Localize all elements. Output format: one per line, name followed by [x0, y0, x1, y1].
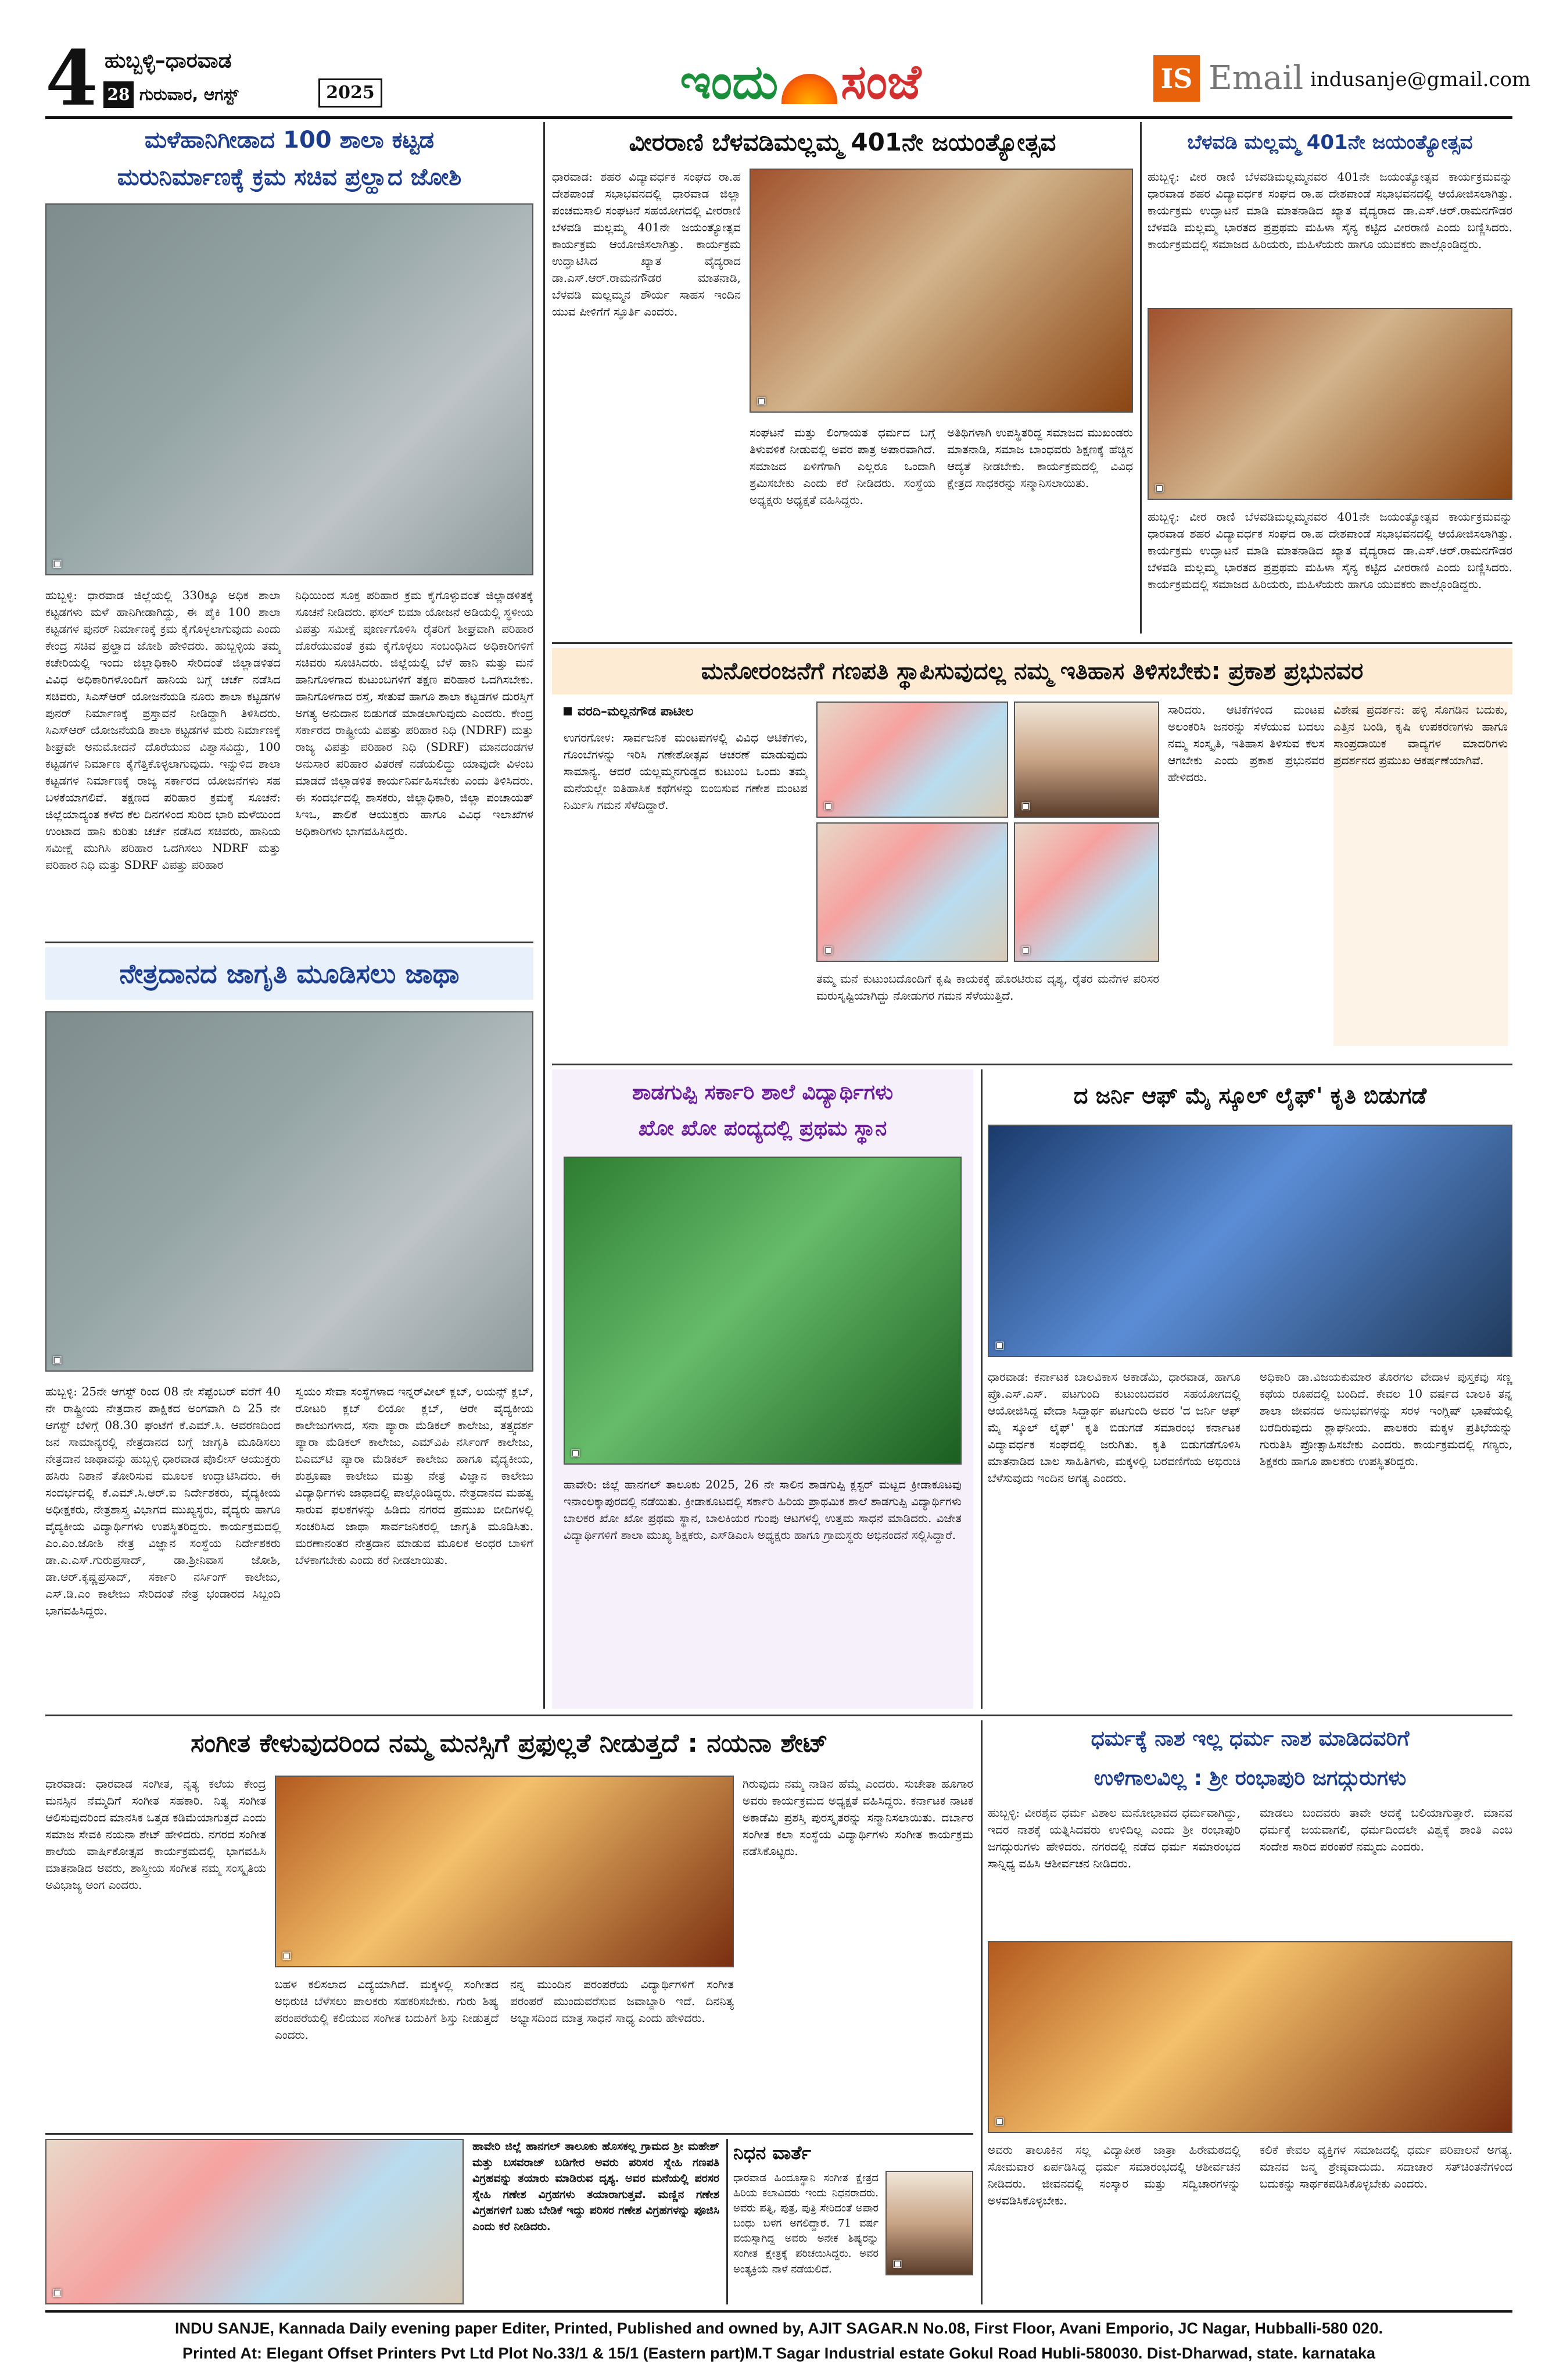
- photo-icon: ▣: [52, 1354, 63, 1366]
- belavadi-group-photo: [1148, 308, 1512, 500]
- obituary-portrait-photo: [885, 2171, 973, 2275]
- ganesha-body-col3: ಸಾರಿದರು. ಆಟಿಕೆಗಳಿಂದ ಮಂಟಪ ಅಲಂಕರಿಸಿ ಜನರನ್ನು ಸೆಳೆಯುವ ಬದಲು ನಮ್ಮ ಸಂಸ್ಕೃತಿ, ಇತಿಹಾಸ ತಿಳಿಸುವ ಕೆಲಸ ಆಗಬೇಕು ಎಂದು ಪ್ರಕಾಶ ಪ್ರಭುನವರ ಹೇಳಿದರು.: [1168, 703, 1325, 784]
- ganesha-body-col1: ಉಗರಗೋಳ: ಸಾರ್ವಜನಿಕ ಮಂಟಪಗಳಲ್ಲಿ ವಿವಿಧ ಆಟಿಕೆಗಳು, ಗೊಂಬೆಗಳನ್ನು ಇರಿಸಿ ಗಣೇಶೋತ್ಸವ ಆಚರಣೆ ಮಾಡುವುದು ಸಾಮಾನ್ಯ. ಆದರೆ ಯಲ್ಲಮ್ಮನಗುಡ್ಡದ ಕುಟುಂಬ ಒಂದು ತಮ್ಮ ಮನೆಯಲ್ಲೇ ಐತಿಹಾಸಿಕ ಕಥೆಗಳನ್ನು ಬಿಂಬಿಸುವ ಗಣೇಶ ಮಂಟಪ ನಿರ್ಮಿಸಿ ಗಮನ ಸೆಳೆದಿದ್ದಾರೆ.: [564, 731, 808, 812]
- photo-icon: ▣: [892, 2257, 903, 2270]
- khokho-team-photo: [564, 1157, 962, 1465]
- schools-meeting-photo: [45, 203, 533, 575]
- belavadi-body: ಹುಬ್ಬಳ್ಳಿ: ವೀರ ರಾಣಿ ಬೆಳವಡಿಮಲ್ಲಮ್ಮನವರ 401ನೇ ಜಯಂತ್ಯೋತ್ಸವ ಕಾರ್ಯಕ್ರಮವನ್ನು ಧಾರವಾಡ ಶಹರ ವಿದ್ಯಾವರ್ಧಕ ಸಂಘದ ರಾ.ಹ ದೇಶಪಾಂಡೆ ಸಭಾಭವನದಲ್ಲಿ ಆಯೋಜಿಸಲಾಗಿತ್ತು. ಕಾರ್ಯಕ್ರಮ ಉದ್ಘಾಟನೆ ಮಾಡಿ ಮಾತನಾಡಿದ ಖ್ಯಾತ ವೈದ್ಯರಾದ ಡಾ.ಎಸ್.ಆರ್.ರಾಮನಗೌಡರ ಬೆಳವಡಿ ಮಲ್ಲಮ್ಮ ಭಾರತದ ಪ್ರಪ್ರಥಮ ಮಹಿಳಾ ಸೈನ್ಯ ಕಟ್ಟಿದ ವೀರರಾಣಿ ಎಂದು ಬಣ್ಣಿಸಿದರು. ಕಾರ್ಯಕ್ರಮದಲ್ಲಿ ಸಮಾಜದ ಹಿರಿಯರು, ಮಹಿಳೆಯರು ಹಾಗೂ ಯುವಕರು ಪಾಲ್ಗೊಂಡಿದ್ದರು.: [1148, 170, 1512, 251]
- photo-icon: ▣: [757, 395, 767, 407]
- veerarani-body-col1: ಧಾರವಾಡ: ಶಹರ ವಿದ್ಯಾವರ್ಧಕ ಸಂಘದ ರಾ.ಹ ದೇಶಪಾಂಡೆ ಸಭಾಭವನದಲ್ಲಿ ಧಾರವಾಡ ಜಿಲ್ಲಾ ಪಂಚಮಸಾಲಿ ಸಂಘಟನೆ ಸಹಯೋಗದಲ್ಲಿ ವೀರರಾಣಿ ಬೆಳವಡಿ ಮಲ್ಲಮ್ಮ 401ನೇ ಜಯಂತ್ಯೋತ್ಸವ ಕಾರ್ಯಕ್ರಮ ಆಯೋಜಿಸಲಾಗಿತ್ತು. ಕಾರ್ಯಕ್ರಮ ಉದ್ಘಾಟಿಸಿದ ಖ್ಯಾತ ವೈದ್ಯರಾದ ಡಾ.ಎಸ್.ಆರ್.ರಾಮನಗೌಡರ ಮಾತನಾಡಿ, ಬೆಳವಡಿ ಮಲ್ಲಮ್ಮನ ಶೌರ್ಯ ಸಾಹಸ ಇಂದಿನ ಯುವ ಪೀಳಿಗೆಗೆ ಸ್ಫೂರ್ತಿ ಎಂದರು.: [552, 170, 741, 318]
- byline-text: ವರದಿ–ಮಲ್ಲನಗೌಡ ಪಾಟೀಲ: [578, 704, 694, 719]
- khokho-headline-1: ಶಾಡಗುಪ್ಪಿ ಸರ್ಕಾರಿ ಶಾಲೆ ವಿದ್ಯಾರ್ಥಿಗಳು: [632, 1080, 894, 1104]
- photo-icon: ▣: [52, 557, 63, 570]
- journey-book-body-col2: ಅಧಿಕಾರಿ ಡಾ.ವಿಜಯಕುಮಾರ ತೊರಗಲ ವೇದಾಳ ಪುಸ್ತಕವು ಸಣ್ಣ ಕಥೆಯ ರೂಪದಲ್ಲಿ ಬಂದಿದೆ. ಕೇವಲ 10 ವರ್ಷದ ಬಾಲಕಿ ತನ್ನ ಶಾಲಾ ಜೀವನದ ಅನುಭವಗಳನ್ನು ಸರಳ ಇಂಗ್ಲಿಷ್ ಭಾಷೆಯಲ್ಲಿ ಬರೆದಿರುವುದು ಶ್ಲಾಘನೀಯ. ಪಾಲಕರು ಮಕ್ಕಳ ಪ್ರತಿಭೆಯನ್ನು ಗುರುತಿಸಿ ಪ್ರೋತ್ಸಾಹಿಸಬೇಕು ಎಂದರು. ಕಾರ್ಯಕ್ರಮದಲ್ಲಿ ಗಣ್ಯರು, ಶಿಕ್ಷಕರು ಹಾಗೂ ಪಾಲಕರು ಉಪಸ್ಥಿತರಿದ್ದರು.: [1260, 1370, 1512, 1468]
- belavadi-article: [1148, 122, 1512, 634]
- dharma-body-col3: ಅವರು ತಾಲೂಕಿನ ಸಲ್ಲ ವಿದ್ಯಾಪೀಠ ಜಾತ್ರಾ ಹಿರೇಮಠದಲ್ಲಿ ಸೋಮವಾರ ಏರ್ಪಡಿಸಿದ್ದ ಧರ್ಮ ಸಮಾರಂಭದಲ್ಲಿ ಆಶೀರ್ವಚನ ನೀಡಿದರು. ಜೀವನದಲ್ಲಿ ಸಂಸ್ಕಾರ ಮತ್ತು ಸದ್ವಿಚಾರಗಳನ್ನು ಅಳವಡಿಸಿಕೊಳ್ಳಬೇಕು.: [988, 2143, 1241, 2207]
- eye-donation-rally-photo: [45, 1011, 533, 1372]
- column-divider: [726, 2139, 728, 2304]
- dharma-article: [988, 1720, 1512, 2304]
- edition-name: ಹುಬ್ಬಳ್ಳಿ–ಧಾರವಾಡ: [105, 49, 232, 73]
- footer-divider: [45, 2310, 1512, 2313]
- masthead-divider: [45, 116, 1512, 119]
- veerarani-headline: ವೀರರಾಣಿ ಬೆಳವಡಿಮಲ್ಲಮ್ಮ 401ನೇ ಜಯಂತ್ಯೋತ್ಸವ: [629, 128, 1056, 156]
- photo-icon: ▣: [995, 1339, 1005, 1351]
- schools-body-col2: ನಿಧಿಯಿಂದ ಸೂಕ್ತ ಪರಿಹಾರ ಕ್ರಮ ಕೈಗೊಳ್ಳುವಂತೆ ಜಿಲ್ಲಾಡಳಿತಕ್ಕೆ ಸೂಚನೆ ನೀಡಿದರು. ಫಸಲ್ ಬಿಮಾ ಯೋಜನೆ ಅಡಿಯಲ್ಲಿ ಸ್ಥಳೀಯ ವಿಪತ್ತು ಸಮೀಕ್ಷೆ ಪೂರ್ಣಗೊಳಿಸಿ ರೈತರಿಗೆ ಶೀಘ್ರವಾಗಿ ಪರಿಹಾರ ದೊರೆಯುವಂತೆ ಕ್ರಮ ಕೈಗೊಳ್ಳಲು ಸಂಬಂಧಿಸಿದ ಅಧಿಕಾರಿಗಳಿಗೆ ಸಚಿವರು ಸೂಚಿಸಿದರು. ಜಿಲ್ಲೆಯಲ್ಲಿ ಬೆಳೆ ಹಾನಿ ಮತ್ತು ಮನೆ ಹಾನಿಗೊಳಗಾದ ಕುಟುಂಬಗಳಿಗೆ ತಕ್ಷಣ ಪರಿಹಾರ ಒದಗಿಸಬೇಕು. ಹಾನಿಗೊಳಗಾದ ರಸ್ತೆ, ಸೇತುವೆ ಹಾಗೂ ಶಾಲಾ ಕಟ್ಟಡಗಳ ದುರಸ್ತಿಗೆ ಅಗತ್ಯ ಅನುದಾನ ಬಿಡುಗಡೆ ಮಾಡಲಾಗುವುದು ಎಂದರು. ಕೇಂದ್ರ ಸರ್ಕಾರದ ರಾಷ್ಟ್ರೀಯ ವಿಪತ್ತು ಪರಿಹಾರ ನಿಧಿ (NDRF) ಮತ್ತು ರಾಜ್ಯ ವಿಪತ್ತು ಪರಿಹಾರ ನಿಧಿ (SDRF) ಮಾನದಂಡಗಳ ಅನುಸಾರ ಪರಿಹಾರ ವಿತರಣೆ ನಡೆಯಲಿದ್ದು ಯಾವುದೇ ವಿಳಂಬ ಮಾಡದೆ ಜಿಲ್ಲಾಡಳಿತ ಕಾರ್ಯನಿರ್ವಹಿಸಬೇಕು ಎಂದು ತಿಳಿಸಿದರು. ಈ ಸಂದರ್ಭದಲ್ಲಿ ಶಾಸಕರು, ಜಿಲ್ಲಾಧಿಕಾರಿ, ಜಿಲ್ಲಾ ಪಂಚಾಯತ್ ಸಿಇಒ, ಪಾಲಿಕೆ ಆಯುಕ್ತರು ಹಾಗೂ ವಿವಿಧ ಇಲಾಖೆಗಳ ಅಧಿಕಾರಿಗಳು ಭಾಗವಹಿಸಿದ್ದರು.: [295, 588, 533, 838]
- year-box: 2025: [318, 78, 382, 108]
- ganesha-family-photo: [1014, 702, 1159, 818]
- khokho-article: [552, 1069, 973, 1709]
- sunset-logo-icon: [781, 74, 837, 104]
- dharma-headline-2: ಉಳಿಗಾಲವಿಲ್ಲ : ಶ್ರೀ ರಂಭಾಪುರಿ ಜಗದ್ಗುರುಗಳು: [1093, 1766, 1407, 1790]
- photo-icon: ▣: [1155, 482, 1165, 494]
- dharma-ceremony-photo: [988, 1941, 1512, 2133]
- music-body-col4: ಗಿರುವುದು ನಮ್ಮ ನಾಡಿನ ಹೆಮ್ಮೆ ಎಂದರು. ಸುಚೇತಾ ಹೂಗಾರ ಅವರು ಕಾರ್ಯಕ್ರಮದ ಅಧ್ಯಕ್ಷತೆ ವಹಿಸಿದ್ದರು. ಕರ್ನಾಟಕ ನಾಟಕ ಅಕಾಡೆಮಿ ಪ್ರಶಸ್ತಿ ಪುರಸ್ಕೃತರನ್ನು ಸನ್ಮಾನಿಸಲಾಯಿತು. ದರ್ಬಾರ ಸಂಗೀತ ಕಲಾ ಸಂಸ್ಥೆಯ ವಿದ್ಯಾರ್ಥಿಗಳು ಸಂಗೀತ ಕಾರ್ಯಕ್ರಮ ನಡೆಸಿಕೊಟ್ಟರು.: [743, 1777, 973, 1858]
- khokho-headline-2: ಖೋ ಖೋ ಪಂದ್ಯದಲ್ಲಿ ಪ್ರಥಮ ಸ್ಥಾನ: [638, 1116, 887, 1140]
- veerarani-body-col3: ಅತಿಥಿಗಳಾಗಿ ಉಪಸ್ಥಿತರಿದ್ದ ಸಮಾಜದ ಮುಖಂಡರು ಮಾತನಾಡಿ, ಸಮಾಜ ಬಾಂಧವರು ಶಿಕ್ಷಣಕ್ಕೆ ಹೆಚ್ಚಿನ ಆದ್ಯತೆ ನೀಡಬೇಕು. ಕಾರ್ಯಕ್ರಮದಲ್ಲಿ ವಿವಿಧ ಕ್ಷೇತ್ರದ ಸಾಧಕರನ್ನು ಸನ್ಮಾನಿಸಲಾಯಿತು.: [947, 425, 1133, 490]
- ganesha-mantap-photo: [816, 702, 1008, 818]
- veerarani-article: [552, 122, 1133, 634]
- divider: [45, 2133, 973, 2135]
- column-divider: [981, 1069, 983, 1709]
- ganesha-byline: [564, 702, 831, 722]
- belavadi-body-more: ಹುಬ್ಬಳ್ಳಿ: ವೀರ ರಾಣಿ ಬೆಳವಡಿಮಲ್ಲಮ್ಮನವರ 401ನೇ ಜಯಂತ್ಯೋತ್ಸವ ಕಾರ್ಯಕ್ರಮವನ್ನು ಧಾರವಾಡ ಶಹರ ವಿದ್ಯಾವರ್ಧಕ ಸಂಘದ ರಾ.ಹ ದೇಶಪಾಂಡೆ ಸಭಾಭವನದಲ್ಲಿ ಆಯೋಜಿಸಲಾಗಿತ್ತು. ಕಾರ್ಯಕ್ರಮ ಉದ್ಘಾಟನೆ ಮಾಡಿ ಮಾತನಾಡಿದ ಖ್ಯಾತ ವೈದ್ಯರಾದ ಡಾ.ಎಸ್.ಆರ್.ರಾಮನಗೌಡರ ಬೆಳವಡಿ ಮಲ್ಲಮ್ಮ ಭಾರತದ ಪ್ರಪ್ರಥಮ ಮಹಿಳಾ ಸೈನ್ಯ ಕಟ್ಟಿದ ವೀರರಾಣಿ ಎಂದು ಬಣ್ಣಿಸಿದರು. ಕಾರ್ಯಕ್ರಮದಲ್ಲಿ ಸಮಾಜದ ಹಿರಿಯರು, ಮಹಿಳೆಯರು ಹಾಗೂ ಯುವಕರು ಪಾಲ್ಗೊಂಡಿದ್ದರು.: [1148, 510, 1512, 591]
- schools-article: [45, 122, 533, 936]
- music-body-col1: ಧಾರವಾಡ: ಧಾರವಾಡ ಸಂಗೀತ, ನೃತ್ಯ ಕಲೆಯ ಕೇಂದ್ರ ಮನಸ್ಸಿನ ನೆಮ್ಮದಿಗೆ ಸಂಗೀತ ಸಹಕಾರಿ. ನಿತ್ಯ ಸಂಗೀತ ಆಲಿಸುವುದರಿಂದ ಮಾನಸಿಕ ಒತ್ತಡ ಕಡಿಮೆಯಾಗುತ್ತದೆ ಎಂದು ಸಮಾಜ ಸೇವಕಿ ನಯನಾ ಶೇಟ್ ಹೇಳಿದರು. ನಗರದ ಸಂಗೀತ ಶಾಲೆಯ ವಾರ್ಷಿಕೋತ್ಸವ ಕಾರ್ಯಕ್ರಮದಲ್ಲಿ ಭಾಗವಹಿಸಿ ಮಾತನಾಡಿದ ಅವರು, ಶಾಸ್ತ್ರೀಯ ಸಂಗೀತ ನಮ್ಮ ಸಂಸ್ಕೃತಿಯ ಅವಿಭಾಜ್ಯ ಅಂಗ ಎಂದರು.: [45, 1777, 266, 1892]
- eye-donation-headline: ನೇತ್ರದಾನದ ಜಾಗೃತಿ ಮೂಡಿಸಲು ಜಾಥಾ: [45, 947, 533, 1000]
- divider: [552, 642, 1512, 644]
- ganesha-idol-photo: [1014, 822, 1159, 962]
- dharma-headline-1: ಧರ್ಮಕ್ಕೆ ನಾಶ ಇಲ್ಲ ಧರ್ಮ ನಾಶ ಮಾಡಿದವರಿಗೆ: [1091, 1727, 1410, 1751]
- music-body-col2: ಬಹಳ ಕಲಿಸಲಾದ ವಿದ್ಯೆಯಾಗಿದೆ. ಮಕ್ಕಳಲ್ಲಿ ಸಂಗೀತದ ಅಭಿರುಚಿ ಬೆಳೆಸಲು ಪಾಲಕರು ಸಹಕರಿಸಬೇಕು. ಗುರು ಶಿಷ್ಯ ಪರಂಪರೆಯಲ್ಲಿ ಕಲಿಯುವ ಸಂಗೀತ ಬದುಕಿಗೆ ಶಿಸ್ತು ನೀಡುತ್ತದೆ ಎಂದರು.: [275, 1977, 499, 2042]
- eye-donation-body-col2: ಸ್ವಯಂ ಸೇವಾ ಸಂಸ್ಥೆಗಳಾದ ಇನ್ನರ್‌ವೀಲ್ ಕ್ಲಬ್, ಲಯನ್ಸ್ ಕ್ಲಬ್, ರೋಟರಿ ಕ್ಲಬ್ ಲಿಯೋ ಕ್ಲಬ್, ಆರೇ ವೈದ್ಯಕೀಯ ಕಾಲೇಜುಗಳಾದ, ಸನಾ ಪ್ಯಾರಾ ಮೆಡಿಕಲ್ ಕಾಲೇಜು, ತತ್ತ್ವದರ್ಶ ಪ್ಯಾರಾ ಮೆಡಿಕಲ್ ಕಾಲೇಜು, ಎಮ್‌ವಿಪಿ ನರ್ಸಿಂಗ್ ಕಾಲೇಜು, ಬಿಎಮ್‌ಟಿ ಪ್ಯಾರಾ ಮೆಡಿಕಲ್ ಕಾಲೇಜು ಹಾಗೂ ವೈದ್ಯಕೀಯ, ಶುಶ್ರೂಷಾ ಕಾಲೇಜು ಮತ್ತು ನೇತ್ರ ವಿಜ್ಞಾನ ಕಾಲೇಜು ವಿದ್ಯಾರ್ಥಿಗಳು ಜಾಥಾದಲ್ಲಿ ಪಾಲ್ಗೊಂಡಿದ್ದರು. ನೇತ್ರದಾನದ ಮಹತ್ವ ಸಾರುವ ಫಲಕಗಳನ್ನು ಹಿಡಿದು ನಗರದ ಪ್ರಮುಖ ಬೀದಿಗಳಲ್ಲಿ ಸಂಚರಿಸಿದ ಜಾಥಾ ಸಾರ್ವಜನಿಕರಲ್ಲಿ ಜಾಗೃತಿ ಮೂಡಿಸಿತು. ಮರಣಾನಂತರ ನೇತ್ರದಾನ ಮಾಡುವ ಮೂಲಕ ಅಂಧರ ಬಾಳಿಗೆ ಬೆಳಕಾಗಬೇಕು ಎಂದು ಕರೆ ನೀಡಲಾಯಿತು.: [295, 1384, 533, 1567]
- divider: [45, 942, 533, 943]
- is-emblem-icon: IS: [1153, 55, 1200, 102]
- photo-icon: ▣: [1021, 944, 1031, 956]
- obituary-headline: ನಿಧನ ವಾರ್ತೆ: [733, 2142, 812, 2164]
- music-headline: ಸಂಗೀತ ಕೇಳುವುದರಿಂದ ನಮ್ಮ ಮನಸ್ಸಿಗೆ ಪ್ರಫುಲ್ಲತೆ ನೀಡುತ್ತದೆ : ನಯನಾ ಶೇಟ್: [191, 1728, 828, 1758]
- veerarani-group-photo: [750, 169, 1133, 413]
- photo-icon: ▣: [823, 800, 834, 812]
- ganesha-body-col4: ವಿಶೇಷ ಪ್ರದರ್ಶನ: ಹಳ್ಳಿ ಸೊಗಡಿನ ಬದುಕು, ಎತ್ತಿನ ಬಂಡಿ, ಕೃಷಿ ಉಪಕರಣಗಳು ಹಾಗೂ ಸಾಂಪ್ರದಾಯಿಕ ವಾದ್ಯಗಳ ಮಾದರಿಗಳು ಪ್ರದರ್ಶನದ ಪ್ರಮುಖ ಆಕರ್ಷಣೆಯಾಗಿವೆ.: [1333, 702, 1508, 1046]
- column-divider: [981, 1720, 983, 2304]
- divider: [45, 1715, 1512, 1716]
- obituary-article: [733, 2139, 973, 2304]
- eco-ganesha-idols-photo: [45, 2139, 464, 2304]
- ganesha-decoration-photo: [816, 822, 1008, 962]
- footer-imprint-line-1: INDU SANJE, Kannada Daily evening paper Editer, Printed, Published and owned by, AJIT SAGAR.N No.08, First Floor, Avani Emporio, JC Nagar, Hubballi-580 020.: [175, 2320, 1383, 2337]
- divider: [552, 1064, 1512, 1065]
- newspaper-logo: [650, 48, 952, 117]
- schools-headline-2: ಮರುನಿರ್ಮಾಣಕ್ಕೆ ಕ್ರಮ ಸಚಿವ ಪ್ರಲ್ಹಾದ ಜೋಶಿ: [117, 164, 462, 191]
- eco-ganesha-caption: ಹಾವೇರಿ ಜಿಲ್ಲೆ ಹಾನಗಲ್ ತಾಲೂಕು ಹೊಸಕಲ್ಲ ಗ್ರಾಮದ ಶ್ರೀ ಮಹೇಶ್ ಮತ್ತು ಬಸವರಾಜ್ ಬಡಿಗೇರ ಅವರು ಪರಿಸರ ಸ್ನೇಹಿ ಗಣಪತಿ ವಿಗ್ರಹವನ್ನು ತಯಾರು ಮಾಡಿರುವ ದೃಶ್ಯ. ಅವರ ಮನೆಯಲ್ಲಿ ಪರಸರ ಸ್ನೇಹಿ ಗಣೇಶ ವಿಗ್ರಹಗಳು ತಯಾರಾಗುತ್ತವೆ. ಮಣ್ಣಿನ ಗಣೇಶ ವಿಗ್ರಹಗಳಿಗೆ ಬಹು ಬೇಡಿಕೆ ಇದ್ದು ಪರಿಸರ ಗಣೇಶ ವಿಗ್ರಹಗಳನ್ನು ಪೂಜಿಸಿ ಎಂದು ಕರೆ ನೀಡಿದರು.: [472, 2140, 719, 2233]
- book-release-photo: [988, 1125, 1512, 1357]
- ganesha-body-col2: ತಮ್ಮ ಮನೆ ಕುಟುಂಬದೊಂದಿಗೆ ಕೃಷಿ ಕಾಯಕಕ್ಕೆ ಹೊರಟಿರುವ ದೃಶ್ಯ, ರೈತರ ಮನೆಗಳ ಪರಿಸರ ಮರುಸೃಷ್ಟಿಯಾಗಿದ್ದು ನೋಡುಗರ ಗಮನ ಸೆಳೆಯುತ್ತಿದೆ.: [816, 972, 1159, 1003]
- obituary-body: ಧಾರವಾಡ ಹಿಂದೂಸ್ಥಾನಿ ಸಂಗೀತ ಕ್ಷೇತ್ರದ ಹಿರಿಯ ಕಲಾವಿದರು ಇಂದು ನಿಧನರಾದರು. ಅವರು ಪತ್ನಿ, ಪುತ್ರ, ಪುತ್ರಿ ಸೇರಿದಂತೆ ಅಪಾರ ಬಂಧು ಬಳಗ ಅಗಲಿದ್ದಾರೆ. 71 ವರ್ಷ ವಯಸ್ಸಾಗಿದ್ದ ಅವರು ಅನೇಕ ಶಿಷ್ಯರನ್ನು ಸಂಗೀತ ಕ್ಷೇತ್ರಕ್ಕೆ ಪರಿಚಯಿಸಿದ್ದರು. ಅವರ ಅಂತ್ಯಕ್ರಿಯೆ ನಾಳೆ ನಡೆಯಲಿದೆ.: [733, 2172, 879, 2275]
- column-divider: [1140, 122, 1142, 634]
- dharma-body-col1: ಹುಬ್ಬಳ್ಳಿ: ವೀರಶೈವ ಧರ್ಮ ವಿಶಾಲ ಮನೋಭಾವದ ಧರ್ಮವಾಗಿದ್ದು, ಇದರ ನಾಶಕ್ಕೆ ಯತ್ನಿಸಿದವರು ಉಳಿದಿಲ್ಲ ಎಂದು ಶ್ರೀ ರಂಭಾಪುರಿ ಜಗದ್ಗುರುಗಳು ಹೇಳಿದರು. ನಗರದಲ್ಲಿ ನಡೆದ ಧರ್ಮ ಸಮಾರಂಭದ ಸಾನ್ನಿಧ್ಯ ವಹಿಸಿ ಆಶೀರ್ವಚನ ನೀಡಿದರು.: [988, 1806, 1241, 1870]
- photo-icon: ▣: [282, 1949, 292, 1962]
- music-body-col3: ನನ್ನ ಮುಂದಿನ ಪರಂಪರೆಯ ವಿದ್ಯಾರ್ಥಿಗಳಿಗೆ ಸಂಗೀತ ಪರಂಪರೆ ಮುಂದುವರೆಸುವ ಜವಾಬ್ದಾರಿ ಇದೆ. ದಿನನಿತ್ಯ ಅಭ್ಯಾಸದಿಂದ ಮಾತ್ರ ಸಾಧನೆ ಸಾಧ್ಯ ಎಂದು ಹೇಳಿದರು.: [510, 1977, 734, 2025]
- veerarani-body-col2: ಸಂಘಟನೆ ಮತ್ತು ಲಿಂಗಾಯತ ಧರ್ಮದ ಬಗ್ಗೆ ತಿಳುವಳಿಕೆ ನೀಡುವಲ್ಲಿ ಅವರ ಪಾತ್ರ ಅಪಾರವಾಗಿದೆ. ಸಮಾಜದ ಏಳಿಗೆಗಾಗಿ ಎಲ್ಲರೂ ಒಂದಾಗಿ ಶ್ರಮಿಸಬೇಕು ಎಂದು ಕರೆ ನೀಡಿದರು. ಸಂಸ್ಥೆಯ ಅಧ್ಯಕ್ಷರು ಅಧ್ಯಕ್ಷತೆ ವಹಿಸಿದ್ದರು.: [750, 425, 935, 507]
- dharma-body-col4: ಕಲಿಕೆ ಕೇವಲ ವ್ಯಕ್ತಿಗಳ ಸಮಾಜದಲ್ಲಿ ಧರ್ಮ ಪರಿಪಾಲನೆ ಅಗತ್ಯ. ಮಾನವ ಜನ್ಮ ಶ್ರೇಷ್ಠವಾದುದು. ಸದಾಚಾರ ಸತ್‌ಚಿಂತನೆಗಳಿಂದ ಬದುಕನ್ನು ಸಾರ್ಥಕಪಡಿಸಿಕೊಳ್ಳಬೇಕು ಎಂದರು.: [1260, 2143, 1512, 2191]
- photo-icon: ▣: [995, 2115, 1005, 2127]
- weekday-month: ಗುರುವಾರ, ಆಗಸ್ಟ್: [139, 85, 239, 104]
- logo-text-right: ಸಂಜೆ: [841, 55, 922, 110]
- schools-body-col1: ಹುಬ್ಬಳ್ಳಿ: ಧಾರವಾಡ ಜಿಲ್ಲೆಯಲ್ಲಿ 330ಕ್ಕೂ ಅಧಿಕ ಶಾಲಾ ಕಟ್ಟಡಗಳು ಮಳೆ ಹಾನಿಗೀಡಾಗಿದ್ದು, ಈ ಪೈಕಿ 100 ಶಾಲಾ ಕಟ್ಟಡಗಳ ಪುನರ್ ನಿರ್ಮಾಣಕ್ಕೆ ಕ್ರಮ ಕೈಗೊಳ್ಳಲಾಗುವುದು ಎಂದು ಕೇಂದ್ರ ಸಚಿವ ಪ್ರಲ್ಹಾದ ಜೋಶಿ ಹೇಳಿದರು. ಹುಬ್ಬಳ್ಳಿಯ ತಮ್ಮ ಕಚೇರಿಯಲ್ಲಿ ಇಂದು ಜಿಲ್ಲಾಧಿಕಾರಿ ಸೇರಿದಂತೆ ಜಿಲ್ಲಾಡಳಿತದ ವಿವಿಧ ಅಧಿಕಾರಿಗಳೊಂದಿಗೆ ಹಾನಿಯ ಬಗ್ಗೆ ಚರ್ಚೆ ನಡೆಸಿದ ಸಚಿವರು, ಸಿಎಸ್‌ಆರ್ ಯೋಜನೆಯಡಿ ನೂರು ಶಾಲಾ ಕಟ್ಟಡಗಳ ಪುನರ್ ನಿರ್ಮಾಣಕ್ಕೆ ಪ್ರಸ್ತಾವನೆ ನೀಡಿದ್ದಾಗಿ ತಿಳಿಸಿದರು. ಸಿಎಸ್‌ಆರ್ ಯೋಜನೆಯಡಿ ಶಾಲಾ ಕಟ್ಟಡಗಳ ಮರು ನಿರ್ಮಾಣಕ್ಕೆ ಶೀಘ್ರವೇ ಅನುಮೋದನೆ ದೊರೆಯುವ ವಿಶ್ವಾಸವಿದ್ದು, 100 ಕಟ್ಟಡಗಳ ನಿರ್ಮಾಣ ಕೈಗೆತ್ತಿಕೊಳ್ಳಲಾಗುವುದು. ಇನ್ನುಳಿದ ಶಾಲಾ ಕಟ್ಟಡಗಳ ನಿರ್ಮಾಣಕ್ಕೆ ರಾಜ್ಯ ಸರ್ಕಾರದ ಯೋಜನೆಗಳು ಸಹ ಬಳಕೆಯಾಗಲಿವೆ. ತಕ್ಷಣದ ಪರಿಹಾರ ಕ್ರಮಕ್ಕೆ ಸೂಚನೆ: ಜಿಲ್ಲೆಯಾದ್ಯಂತ ಕಳೆದ ಕೆಲ ದಿನಗಳಿಂದ ಸುರಿದ ಭಾರಿ ಮಳೆಯಿಂದ ಉಂಟಾದ ಹಾನಿ ಕುರಿತು ಚರ್ಚೆ ನಡೆಸಿದ ಸಚಿವರು, ಹಾನಿಯ ಸಮೀಕ್ಷೆ ಮುಗಿಸಿ ಪರಿಹಾರ ಒದಗಿಸಲು NDRF ಮತ್ತು ಪರಿಹಾರ ನಿಧಿ ಮತ್ತು SDRF ವಿಪತ್ತು ಪರಿಹಾರ: [45, 588, 281, 872]
- eco-ganesha-article: [45, 2139, 719, 2304]
- dharma-body-col2: ಮಾಡಲು ಬಂದವರು ತಾವೇ ಅದಕ್ಕೆ ಬಲಿಯಾಗುತ್ತಾರೆ. ಮಾನವ ಧರ್ಮಕ್ಕೆ ಜಯವಾಗಲಿ, ಧರ್ಮದಿಂದಲೇ ವಿಶ್ವಕ್ಕೆ ಶಾಂತಿ ಎಂಬ ಸಂದೇಶ ಸಾರಿದ ಪರಂಪರೆ ನಮ್ಮದು ಎಂದರು.: [1260, 1806, 1512, 1853]
- photo-icon: ▣: [52, 2286, 63, 2299]
- schools-headline-1: ಮಳೆಹಾನಿಗೀಡಾದ 100 ಶಾಲಾ ಕಟ್ಟಡ: [144, 127, 435, 153]
- footer-imprint-line-2: Printed At: Elegant Offset Printers Pvt Ltd Plot No.33/1 & 15/1 (Eastern part)M.T Sagar Industrial estate Gokul Road Hubli-580030. Dist-Dharwad, state. karnataka: [182, 2345, 1375, 2362]
- logo-text-left: ಇಂದು: [680, 55, 779, 110]
- journey-book-article: [988, 1069, 1512, 1709]
- email-label: Email: [1209, 59, 1304, 97]
- music-article: [45, 1720, 973, 2127]
- khokho-body: ಹಾವೇರಿ: ಜಿಲ್ಲೆ ಹಾನಗಲ್ ತಾಲೂಕು 2025, 26 ನೇ ಸಾಲಿನ ಶಾಡಗುಪ್ಪಿ ಕ್ಲಸ್ಟರ್ ಮಟ್ಟದ ಕ್ರೀಡಾಕೂಟವು ಇನಾಂಲಕ್ಕಾಪುರದಲ್ಲಿ ನಡೆಯಿತು. ಕ್ರೀಡಾಕೂಟದಲ್ಲಿ ಸರ್ಕಾರಿ ಹಿರಿಯ ಪ್ರಾಥಮಿಕ ಶಾಲೆ ಶಾಡಗುಪ್ಪಿ ವಿದ್ಯಾರ್ಥಿಗಳು ಬಾಲಕರ ಖೋ ಖೋ ಪ್ರಥಮ ಸ್ಥಾನ, ಬಾಲಕಿಯರ ಗುಂಪು ಆಟಗಳಲ್ಲಿ ಉತ್ತಮ ಸಾಧನೆ ಮಾಡಿದರು. ವಿಜೇತ ವಿದ್ಯಾರ್ಥಿಗಳಿಗೆ ಶಾಲಾ ಮುಖ್ಯ ಶಿಕ್ಷಕರು, ಎಸ್‌ಡಿಎಂಸಿ ಅಧ್ಯಕ್ಷರು ಹಾಗೂ ಗ್ರಾಮಸ್ಥರು ಅಭಿನಂದನೆ ಸಲ್ಲಿಸಿದ್ದಾರೆ.: [564, 1477, 962, 1542]
- belavadi-headline: ಬೆಳವಡಿ ಮಲ್ಲಮ್ಮ 401ನೇ ಜಯಂತ್ಯೋತ್ಸವ: [1187, 131, 1473, 154]
- photo-icon: ▣: [823, 944, 834, 956]
- photo-icon: ▣: [571, 1447, 581, 1459]
- date-day-box: 28: [103, 81, 134, 108]
- photo-icon: ▣: [1021, 800, 1031, 812]
- page-number: 4: [45, 41, 98, 116]
- eye-donation-body-col1: ಹುಬ್ಬಳ್ಳಿ: 25ನೇ ಆಗಸ್ಟ್ ರಿಂದ 08 ನೇ ಸೆಪ್ಟೆಂಬರ್ ವರೆಗೆ 40 ನೇ ರಾಷ್ಟ್ರೀಯ ನೇತ್ರದಾನ ಪಾಕ್ಷಿಕದ ಅಂಗವಾಗಿ ದಿ 25 ನೇ ಆಗಸ್ಟ್ ಬೆಳಿಗ್ಗೆ 08.30 ಘಂಟೆಗೆ ಕೆ.ಎಮ್.ಸಿ. ಆವರಣದಿಂದ ಜನ ಸಾಮಾನ್ಯರಲ್ಲಿ ನೇತ್ರದಾನದ ಬಗ್ಗೆ ಜಾಗೃತಿ ಮೂಡಿಸಲು ನೇತ್ರದಾನ ಜಾಥಾವನ್ನು ಹುಬ್ಬಳ್ಳಿ ಧಾರವಾಡ ಪೊಲೀಸ್ ಆಯುಕ್ತರು ಹಸಿರು ನಿಶಾನೆ ತೋರಿಸುವ ಮೂಲಕ ಉದ್ಘಾಟಿಸಿದರು. ಈ ಸಂದರ್ಭದಲ್ಲಿ ಕೆ.ಎಮ್.ಸಿ.ಆರ್.ಐ ನಿರ್ದೇಶಕರು, ವೈದ್ಯಕೀಯ ಅಧೀಕ್ಷಕರು, ನೇತ್ರಶಾಸ್ತ್ರ ವಿಭಾಗದ ಮುಖ್ಯಸ್ಥರು, ವೈದ್ಯರು ಹಾಗೂ ವೈದ್ಯಕೀಯ ವಿದ್ಯಾರ್ಥಿಗಳು ಉಪಸ್ಥಿತರಿದ್ದರು. ಕಾರ್ಯಕ್ರಮದಲ್ಲಿ ಎಂ.ಎಂ.ಜೋಶಿ ನೇತ್ರ ವಿಜ್ಞಾನ ಸಂಸ್ಥೆಯ ನಿರ್ದೇಶಕರು ಡಾ.ಎ.ಎಸ್.ಗುರುಪ್ರಸಾದ್, ಡಾ.ಶ್ರೀನಿವಾಸ ಜೋಶಿ, ಡಾ.ಆರ್.ಕೃಷ್ಣಪ್ರಸಾದ್, ಸರ್ಕಾರಿ ನರ್ಸಿಂಗ್ ಕಾಲೇಜು, ಎಸ್.ಡಿ.ಎಂ ಕಾಲೇಜು ಸೇರಿದಂತೆ ನೇತ್ರ ಭಂಡಾರದ ಸಿಬ್ಬಂದಿ ಭಾಗವಹಿಸಿದ್ದರು.: [45, 1384, 281, 1617]
- music-stage-photo: [275, 1776, 734, 1967]
- journey-book-body-col1: ಧಾರವಾಡ: ಕರ್ನಾಟಕ ಬಾಲವಿಕಾಸ ಅಕಾಡೆಮಿ, ಧಾರವಾಡ, ಹಾಗೂ ಪ್ರೊ.ಎಸ್.ಎಸ್. ಪಟಗುಂದಿ ಕುಟುಂಬದವರ ಸಹಯೋಗದಲ್ಲಿ ಆಯೋಜಿಸಿದ್ದ ವೇದಾ ಸಿದ್ದಾರ್ಥ ಪಟಗುಂದಿ ಅವರ 'ದ ಜರ್ನಿ ಆಫ್ ಮೈ ಸ್ಕೂಲ್ ಲೈಫ್' ಕೃತಿ ಬಿಡುಗಡೆ ಸಮಾರಂಭ ಕರ್ನಾಟಕ ವಿದ್ಯಾವರ್ಧಕ ಸಂಘದಲ್ಲಿ ಜರುಗಿತು. ಕೃತಿ ಬಿಡುಗಡೆಗೊಳಿಸಿ ಮಾತನಾಡಿದ ಬಾಲ ಸಾಹಿತಿಗಳು, ಮಕ್ಕಳಲ್ಲಿ ಬರವಣಿಗೆಯ ಅಭಿರುಚಿ ಬೆಳೆಸುವುದು ಇಂದಿನ ಅಗತ್ಯ ಎಂದರು.: [988, 1370, 1241, 1485]
- column-divider: [543, 122, 545, 1709]
- ganesha-article: [552, 648, 1512, 1055]
- eye-donation-article: [45, 947, 533, 1709]
- journey-book-headline: ದ ಜರ್ನಿ ಆಫ್ ಮೈ ಸ್ಕೂಲ್ ಲೈಫ್' ಕೃತಿ ಬಿಡುಗಡೆ: [1073, 1083, 1427, 1108]
- ganesha-headline: ಮನೋರಂಜನೆಗೆ ಗಣಪತಿ ಸ್ಥಾಪಿಸುವುದಲ್ಲ ನಮ್ಮ ಇತಿಹಾಸ ತಿಳಿಸಬೇಕು: ಪ್ರಕಾಶ ಪ್ರಭುನವರ: [552, 648, 1512, 695]
- email-address[interactable]: indusanje@gmail.com: [1310, 68, 1531, 91]
- square-bullet-icon: [564, 707, 572, 715]
